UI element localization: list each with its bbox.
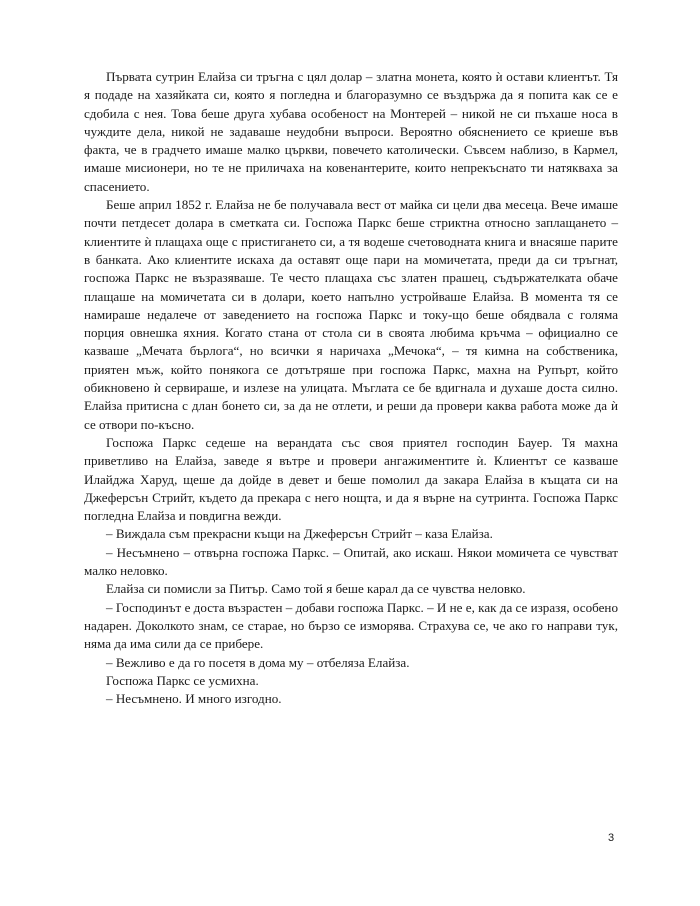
paragraph: Беше април 1852 г. Елайза не бе получавала вест от майка си цели два месеца. Вече имаше почти петдесет долара в сметката си. Госпожа Паркс беше стриктна относно заплащането – клиентите ѝ плащаха още с пристигането си, а тя водеше счетоводната книга и внасяше парите в банката. Ако клиентите искаха да оставят още пари на момичетата, преди да си тръгнат, госпожа Паркс не възразяваше. Те често плащаха със златен прашец, съдържателката обаче плащаше на момичетата си в долари, което напълно устройваше Елайза. В момента тя се намираше недалече от заведението на госпожа Паркс и току-що беше обядвала с голяма порция овнешка яхния. Когато стана от стола си в своята любима кръчма – официално се казваше „Мечата бърлога“, но всички я наричаха „Мечока“, – тя кимна на собственика, приятен мъж, който понякога се дотътряше при госпожа Паркс, махна на Рупърт, който обикновено ѝ сервираше, и излезе на улицата. Мъглата се бе вдигнала и духаше доста силно. Елайза притисна с длан бонето си, за да не отлети, и реши да провери каква работа може да ѝ се отвори по-късно. [84,197,618,432]
body-text [84,68,618,708]
paragraph: Елайза си помисли за Питър. Само той я беше карал да се чувства неловко. [106,581,526,597]
dialogue-line: – Несъмнено – отвърна госпожа Паркс. – Опитай, ако искаш. Някои момичета се чувстват малко неловко. [84,544,618,579]
dialogue-line: – Виждала съм прекрасни къщи на Джеферсън Стрийт – каза Елайза. [106,526,493,542]
dialogue-line: – Несъмнено. И много изгодно. [106,691,282,707]
dialogue-line: – Вежливо е да го посетя в дома му – отбеляза Елайза. [106,654,410,670]
dialogue-line: – Господинът е доста възрастен – добави госпожа Паркс. – И не е, как да се изразя, особено надарен. Доколкото знам, се старае, но бързо се изморява. Страхува се, че ако го направи тук, няма да има сили да се прибере. [84,599,618,652]
paragraph: Първата сутрин Елайза си тръгна с цял долар – златна монета, която ѝ остави клиентът. Тя я подаде на хазяйката си, която я погледна и благоразумно се въздържа да я попита как се е сдобила с нея. Това беше друга хубава особеност на Монтерей – никой не си пъхаше носа в чуждите дела, никой не задаваше неудобни въпроси. Вероятно обяснението се криеше във факта, че в градчето имаше малко църкви, повечето католически. Съвсем наблизо, в Кармел, имаше мисионери, но те не приличаха на ковенантерите, които непрекъснато ти натякваха за спасението. [84,69,618,194]
paragraph: Госпожа Паркс седеше на верандата със своя приятел господин Бауер. Тя махна приветливо на Елайза, заведе я вътре и провери ангажиментите ѝ. Клиентът се казваше Илайджа Харуд, щеше да дойде в девет и беше помолил да закара Елайза в къщата си на Джеферсън Стрийт, където да прекара с него нощта, и да я върне на сутринта. Госпожа Паркс погледна Елайза и повдигна вежди. [84,434,618,524]
paragraph: Госпожа Паркс се усмихна. [106,672,259,688]
page-number: 3 [608,832,615,844]
